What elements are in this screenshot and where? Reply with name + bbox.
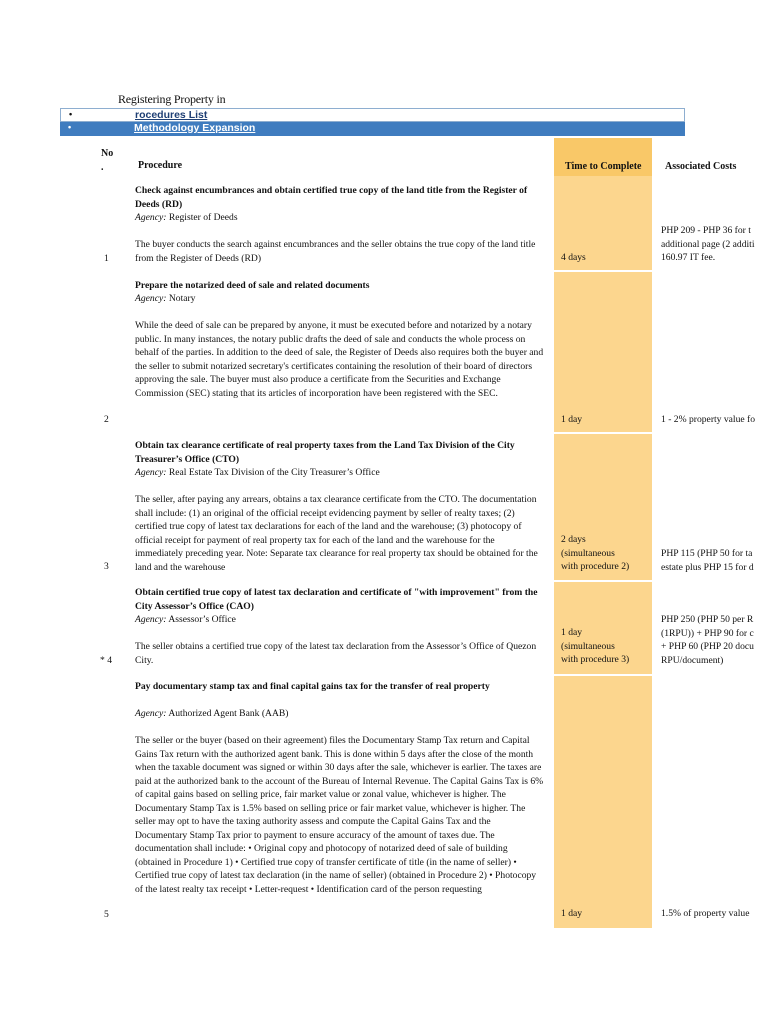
procedure-description: The seller, after paying any arrears, obtains a tax clearance certificate from the CTO. The documentation shall include: (1) an original of the official receipt evidencing payment by seller of realty taxes; (2) certified true copy of latest tax declarations for each of the land and the warehouse; (3) photocopy of official receipt for payment of real property tax for each of the land and the warehouse for the immediately preceding year. Note: Separate tax clearance for real property tax should be obtained for the land and the warehouse bbox=[135, 494, 538, 573]
row-separator bbox=[554, 580, 652, 582]
time-to-complete: 1 day bbox=[561, 414, 583, 425]
procedure-title: Obtain certified true copy of latest tax declaration and certificate of "with improvement" from the City Assessor’s Office (CAO) bbox=[135, 587, 538, 612]
row-separator bbox=[554, 674, 652, 676]
procedures-list-link[interactable]: rocedures List bbox=[135, 109, 208, 121]
procedure-title: Obtain tax clearance certificate of real property taxes from the Land Tax Division of the City Treasurer’s Office (CTO) bbox=[135, 440, 515, 465]
time-to-complete: 2 days (simultaneous with procedure 2) bbox=[561, 534, 630, 572]
header-associated-costs: Associated Costs bbox=[665, 161, 737, 172]
procedure-description: The buyer conducts the search against encumbrances and the seller obtains the true copy of the land title from the Register of Deeds (RD) bbox=[135, 239, 536, 264]
associated-cost: PHP 115 (PHP 50 for ta estate plus PHP 15 for d bbox=[661, 548, 754, 573]
associated-cost: PHP 250 (PHP 50 per R (1RPU)) + PHP 90 for c + PHP 60 (PHP 20 docu RPU/document) bbox=[661, 614, 754, 666]
header-no: No . bbox=[101, 148, 114, 173]
procedure-agency: Agency: Notary bbox=[135, 293, 196, 304]
bullet-icon: • bbox=[69, 109, 73, 119]
procedure-agency: Agency: Authorized Agent Bank (AAB) bbox=[135, 708, 289, 719]
time-to-complete: 1 day bbox=[561, 908, 583, 919]
header-time-to-complete: Time to Complete bbox=[565, 161, 642, 172]
procedure-agency: Agency: Real Estate Tax Division of the City Treasurer’s Office bbox=[135, 467, 380, 478]
row-separator bbox=[554, 270, 652, 272]
procedure-number: 5 bbox=[104, 909, 109, 920]
header-procedure: Procedure bbox=[138, 160, 183, 171]
methodology-expansion-link[interactable]: Methodology Expansion bbox=[134, 122, 256, 134]
row-separator bbox=[554, 432, 652, 434]
procedure-number: 3 bbox=[104, 561, 109, 572]
procedure-description: The seller obtains a certified true copy of the latest tax declaration from the Assessor’s Office of Quezon City. bbox=[135, 641, 537, 666]
associated-cost: 1.5% of property value bbox=[661, 908, 750, 919]
procedure-title: Check against encumbrances and obtain certified true copy of the land title from the Register of Deeds (RD) bbox=[135, 185, 528, 210]
time-to-complete: 1 day (simultaneous with procedure 3) bbox=[561, 627, 630, 665]
procedure-description: While the deed of sale can be prepared by anyone, it must be executed before and notarized by a notary public. In many instances, the notary public drafts the deed of sale and conducts the whole process on behalf of the parties. In addition to the deed of sale, the Register of Deeds also requires both the buyer and the seller to submit notarized secretary's certificates containing the resolution of their board of directors approving the sale. The buyer must also produce a certificate from the Securities and Exchange Commission (SEC) stating that its articles of incorporation have been registered with the SEC. bbox=[135, 320, 544, 399]
page-title: Registering Property in bbox=[118, 92, 226, 106]
procedure-agency: Agency: Assessor’s Office bbox=[135, 614, 236, 625]
procedure-number: 1 bbox=[104, 253, 109, 264]
procedure-title: Prepare the notarized deed of sale and related documents bbox=[135, 280, 370, 291]
time-to-complete: 4 days bbox=[561, 252, 586, 263]
associated-cost: PHP 209 - PHP 36 for t additional page (2 additi 160.97 IT fee. bbox=[661, 225, 755, 263]
procedure-number: * 4 bbox=[100, 655, 112, 666]
nav-bar-procedures-list[interactable] bbox=[60, 108, 685, 122]
procedure-agency: Agency: Register of Deeds bbox=[135, 212, 238, 223]
nav-bar-methodology-expansion[interactable] bbox=[60, 122, 685, 136]
procedure-description: The seller or the buyer (based on their agreement) files the Documentary Stamp Tax return and Capital Gains Tax return with the authorized agent bank. This is done within 5 days after the close of the month when the taxable document was signed or within 30 days after the sale, whichever is earlier. The taxes are paid at the authorized bank to the account of the Bureau of Internal Revenue. The Capital Gains Tax is 6% of capital gains based on selling price, fair market value or zonal value, whichever is higher. The Documentary Stamp Tax is 1.5% based on selling price or fair market value, whichever is higher. The seller may opt to have the taxing authority assess and compute the Capital Gains Tax and the Documentary Stamp Tax prior to payment to ensure accuracy of the amount of taxes due. The documentation shall include: • Original copy and photocopy of notarized deed of sale of building (obtained in Procedure 1) • Certified true copy of transfer certificate of title (in the name of seller) • Certified true copy of latest tax declaration (in the name of seller) (obtained in Procedure 2) • Photocopy of the latest realty tax receipt • Letter-request • Identification card of the person requesting bbox=[135, 735, 544, 895]
associated-cost: 1 - 2% property value fo bbox=[661, 414, 756, 425]
procedure-number: 2 bbox=[104, 414, 109, 425]
procedure-title: Pay documentary stamp tax and final capital gains tax for the transfer of real property bbox=[135, 681, 490, 692]
bullet-icon: • bbox=[68, 122, 72, 132]
